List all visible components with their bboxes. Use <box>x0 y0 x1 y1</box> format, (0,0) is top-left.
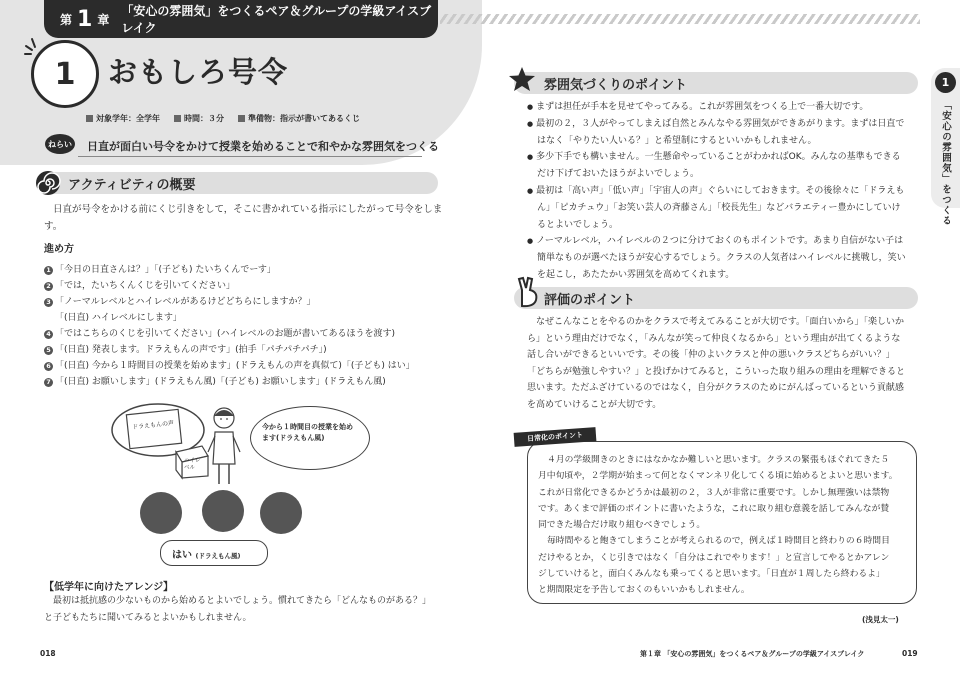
step-text: 「ではこちらのくじを引いてください」(ハイレベルのお題が書いてあるほうを渡す) <box>55 329 396 339</box>
atmosphere-bullet <box>527 99 921 116</box>
activity-title: おもしろ号令 <box>108 55 289 89</box>
meta-materials-text: 準備物：指示が書いてあるくじ <box>248 114 360 123</box>
step-number: 5 <box>44 346 53 355</box>
square-bullet-icon <box>174 115 181 122</box>
evaluation-line: なぜこんなことをやるのかをクラスで考えてみることが大切です。「面白いから」「楽しいか <box>536 317 905 327</box>
step-text: 「(日直) ハイレベルにします」 <box>55 313 182 323</box>
right-page-number: 019 <box>902 649 918 658</box>
arrange-body <box>44 593 444 626</box>
meta-grade-text: 対象学年：全学年 <box>96 114 160 123</box>
bullet-line: 最初の２，３人がやってしまえば自然とみんなやる雰囲気ができあがります。まずは日直で <box>536 118 905 129</box>
atmosphere-heading <box>514 72 918 94</box>
student-head <box>260 492 302 534</box>
left-page-number: 018 <box>40 649 56 658</box>
step-number: 6 <box>44 362 53 371</box>
evaluation-heading <box>514 287 918 309</box>
activity-meta <box>86 113 360 124</box>
bullet-line: ノーマルレベル，ハイレベルの２つに分けておくのもポイントです。あまり自信がない子は <box>536 236 904 247</box>
bullet-line: だけ下げておいたほうがよいでしょう。 <box>537 169 700 180</box>
bullet-line: を起こし，あたたかい雰囲気を高めてくれます。 <box>537 269 735 280</box>
peace-hand-icon <box>514 276 542 310</box>
step-text: 「(日直) 今から１時間目の授業を始めます」(ドラえもんの声を真似て)「(子ども) はい」 <box>55 361 415 371</box>
author-credit: (浅見太一) <box>862 615 899 624</box>
side-tab-text: 「安心の雰囲気」をつくる <box>940 100 951 226</box>
procedure-step <box>44 278 464 294</box>
evaluation-line: 思います。ただふざけているのではなく，自分がクラスのためにがんばっているという貢献感 <box>527 383 904 393</box>
meta-materials <box>238 113 360 124</box>
evaluation-line: 「どちらが勉強しやすい？」と投げかけてみると，こういった取り組みの理由を理解できると <box>527 366 906 377</box>
children-speech-main: はい <box>172 550 192 561</box>
overview-heading-text: アクティビティの概要 <box>68 177 196 193</box>
step-text: 「(日直) 発表します。ドラえもんの声です」(拍手「パチパチパチ」) <box>55 345 327 355</box>
bullet-line: るとよいでしょう。 <box>537 219 619 230</box>
atmosphere-bullet <box>527 149 921 183</box>
bullet-line: まずは担任が手本を見せてやってみる。これが雰囲気をつくる上で一番大切です。 <box>536 102 869 112</box>
bullet-line: 最初は「高い声」「低い声」「宇宙人の声」ぐらいにしておきます。その後徐々に「ドラえも <box>536 185 905 196</box>
procedure-step <box>44 374 464 390</box>
evaluation-line: ら」という理由だけでなく，「みんなが笑って仲良くなるから」という理由が出てくるような <box>527 333 901 344</box>
note-line: ４月の学級開きのときにはなかなか難しいと思います。クラスの緊張もほぐれてきた５ <box>547 455 890 465</box>
step-text: 「ノーマルレベルとハイレベルがあるけどどちらにしますか？」 <box>55 297 316 307</box>
side-tab-number: 1 <box>935 72 956 93</box>
step-number: 1 <box>44 266 53 275</box>
procedure-step <box>44 262 464 278</box>
overview-heading <box>38 172 438 194</box>
note-body <box>538 452 912 599</box>
activity-number-badge: 1 <box>31 40 99 108</box>
meta-time-text: 時間：３分 <box>184 114 224 123</box>
overview-line: 日直が号令をかける前にくじ引きをして，そこに書かれている指示にしたがって号令をしま <box>53 204 443 215</box>
note-line: これが日常化できるかどうかは最初の２，３人が非常に重要です。しかし無理強いは禁物 <box>538 487 890 498</box>
student-head <box>140 492 182 534</box>
chapter-tab <box>44 0 438 38</box>
note-line: 月中旬頃や，２学期が始まって何となくマンネリ化してくる頃に始めるとよいと思います。 <box>538 471 898 482</box>
note-line: 同できた場合だけ取り組むべきでしょう。 <box>538 520 706 531</box>
evaluation-heading-text: 評価のポイント <box>544 292 636 308</box>
star-icon <box>506 64 538 96</box>
right-footer-chapter: 第１章 「安心の雰囲気」をつくるペア＆グループの学級アイスブレイク <box>640 650 865 658</box>
children-speech-text <box>172 546 240 561</box>
student-head <box>202 490 244 532</box>
overview-body <box>44 202 444 235</box>
spiral-icon <box>34 169 62 197</box>
teacher-speech-text: 今から１時間目の授業を始めます(ドラえもん風) <box>262 423 353 442</box>
children-speech-small: (ドラえもん風) <box>195 552 241 560</box>
aim-underline <box>78 156 422 157</box>
note-tag: 日常化のポイント <box>514 427 597 447</box>
procedure-step <box>44 310 464 326</box>
chapter-title: 「安心の雰囲気」をつくるペア＆グループの学級アイスブレイク <box>121 4 432 35</box>
teacher-figure <box>206 402 246 492</box>
atmosphere-bullet <box>527 116 921 150</box>
lottery-paper-label: ドラえもんの声 <box>131 419 175 432</box>
bullet-line: はなく「やりたい人いる？」と希望制にするといいかもしれません。 <box>537 135 817 146</box>
procedure-step <box>44 342 464 358</box>
procedure-heading: 進め方 <box>44 244 74 255</box>
note-line: ジしていけると，面白くみんなも乗ってくると思います。「日直が１周したら終わるよ」 <box>538 569 885 580</box>
procedure-step <box>44 326 464 342</box>
bullet-line: ん」「ピカチュウ」「お笑い芸人の斉藤さん」「校長先生」などバラエティー豊かにしていけ <box>537 202 901 213</box>
note-line: と期間限定を予告しておくのもいいかもしれません。 <box>538 585 750 596</box>
step-number: 4 <box>44 330 53 339</box>
note-line: 毎時間やると飽きてしまうことが考えられるので，例えば１時間目と終わりの６時間目 <box>547 536 890 547</box>
evaluation-line: 話し合いができるといいです。その後「仲のよいクラスと仲の悪いクラスどちらがいい？」 <box>527 350 895 360</box>
evaluation-body <box>527 314 921 413</box>
step-number: 7 <box>44 378 53 387</box>
note-line: だけやるとか，くじ引きではなく「自分はこれでやります！」と宣言してやるとかアレン <box>538 552 890 563</box>
arrange-line: と子どもたちに聞いてみるとよいかもしれません。 <box>44 612 252 623</box>
square-bullet-icon <box>238 115 245 122</box>
aim-badge: ねらい <box>45 134 75 154</box>
procedure-list <box>44 262 464 390</box>
atmosphere-bullets <box>527 99 921 284</box>
chapter-number: 1 <box>77 6 93 32</box>
step-text: 「今日の日直さんは？」「(子ども) たいちくんでーす」 <box>55 265 276 275</box>
chapter-suffix: 章 <box>97 12 110 27</box>
meta-time <box>174 113 224 124</box>
step-number: 3 <box>44 298 53 307</box>
step-number: 2 <box>44 282 53 291</box>
step-text: 「(日直) お願いします」(ドラえもん風)「(子ども) お願いします」(ドラえもん風) <box>55 377 386 387</box>
procedure-step <box>44 294 464 310</box>
bullet-line: 多少下手でも構いません。一生懸命やっていることがわかればOK。みんなの基準もできる <box>536 152 901 163</box>
aim-text: 日直が面白い号令をかけて授業を始めることで和やかな雰囲気をつくる <box>87 140 439 153</box>
overview-line: す。 <box>44 220 63 232</box>
meta-grade <box>86 113 160 124</box>
lottery-box-label: ハイレベル <box>184 458 201 471</box>
atmosphere-bullet <box>527 233 921 283</box>
arrange-line: 最初は抵抗感の少ないものから始めるとよいでしょう。慣れてきたら「どんなものがある？」 <box>53 596 432 606</box>
step-text: 「では，たいちくんくじを引いてください」 <box>55 281 236 291</box>
procedure-step <box>44 358 464 374</box>
atmosphere-heading-text: 雰囲気づくりのポイント <box>544 77 688 93</box>
square-bullet-icon <box>86 115 93 122</box>
atmosphere-bullet <box>527 183 921 233</box>
header-stripes <box>440 14 920 24</box>
classroom-illustration <box>110 400 440 570</box>
arrange-heading: 【低学年に向けたアレンジ】 <box>44 582 174 593</box>
bullet-line: 簡単なものが選べたほうが安心するでしょう。クラスの人気者はハイレベルに挑戦し，笑い <box>537 253 906 264</box>
evaluation-line: を高めていけることが大切です。 <box>527 399 662 410</box>
chapter-prefix: 第 <box>60 12 73 27</box>
note-line: です。あくまで評価のポイントに書いたような，これに取り組む意義を話してみんなが賛 <box>538 503 890 514</box>
